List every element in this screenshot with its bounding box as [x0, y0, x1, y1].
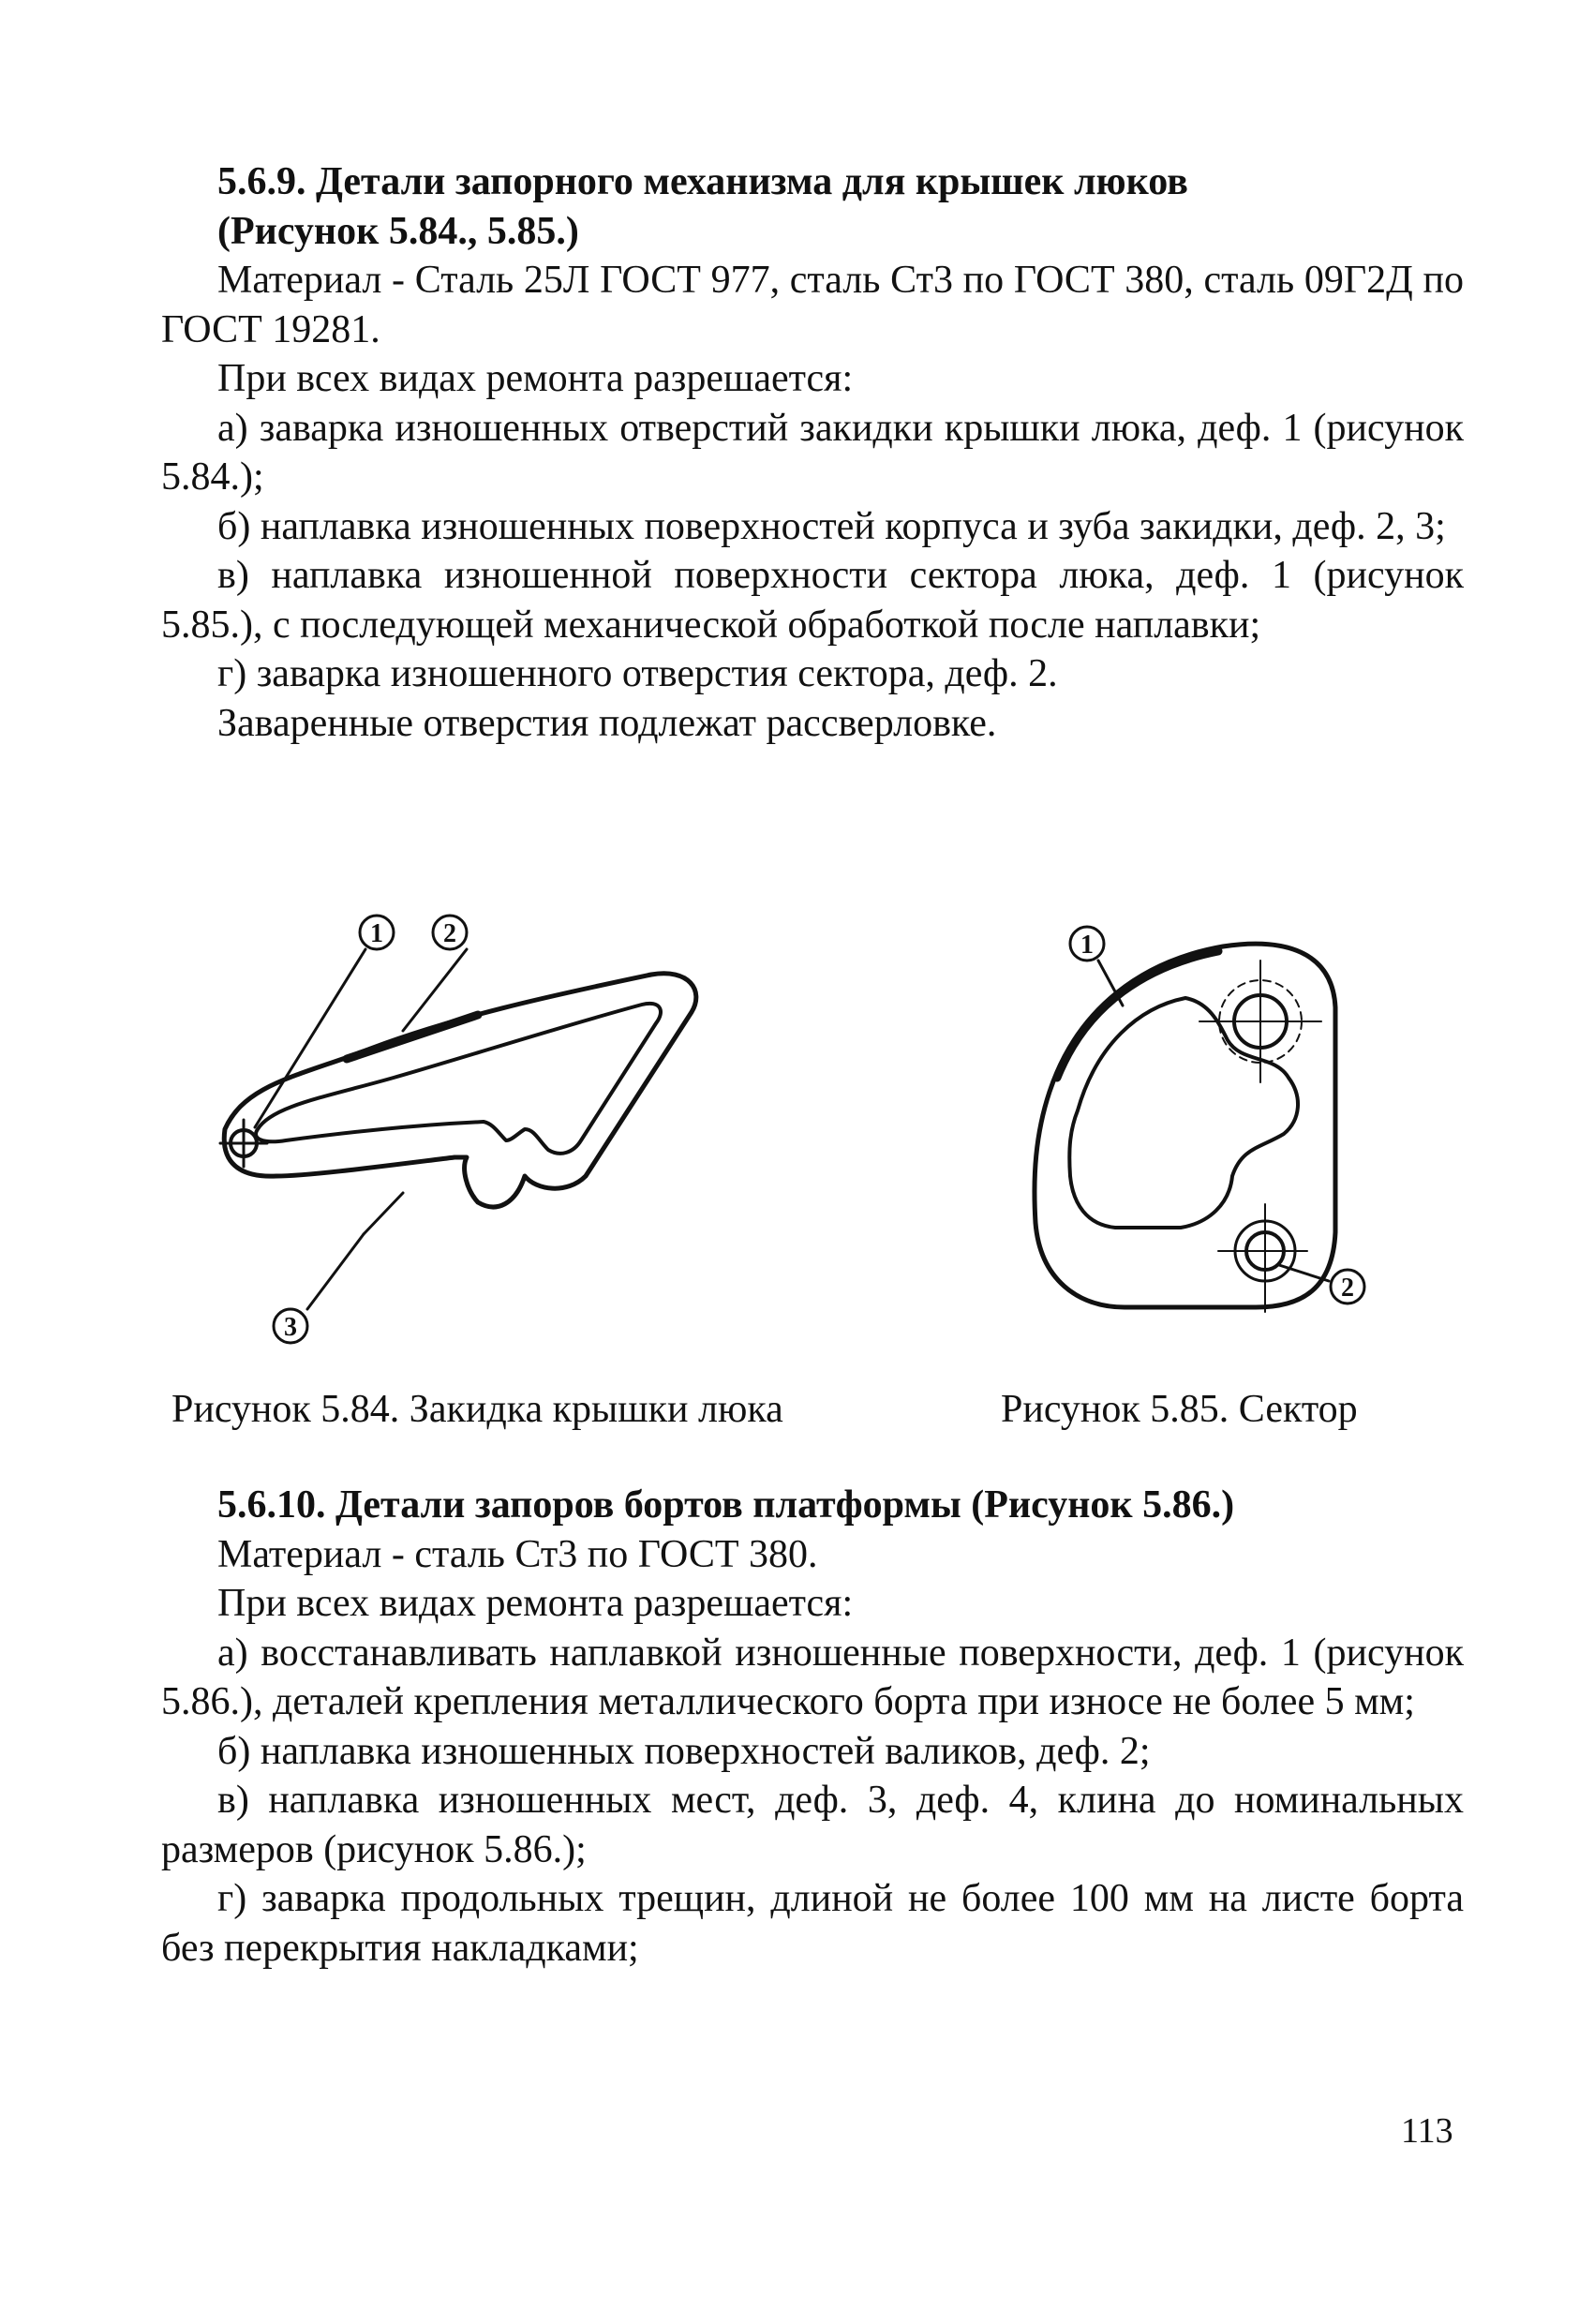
section-heading-figure-ref: (Рисунок 5.84., 5.85.) — [217, 209, 579, 253]
defect-2-worn-edge — [347, 1015, 478, 1059]
leader-line-3b — [364, 1193, 403, 1234]
figure-5-85-drawing — [984, 895, 1415, 1382]
figure-5-84-caption: Рисунок 5.84. Закидка крышки люка — [171, 1388, 783, 1431]
figure-5-84-drawing — [169, 895, 918, 1382]
closing-paragraph: Заваренные отверстия подлежат рассверловке. — [217, 701, 997, 745]
list-item: а) восстанавливать наплавкой изношенные поверхности, деф. 1 (рисунок 5.86.), деталей крепления металлического борта при износе не более 5 мм; — [161, 1631, 1464, 1723]
leader-line-3 — [307, 1234, 364, 1309]
sector-drawing — [984, 895, 1415, 1382]
material-paragraph: Материал - Сталь 25Л ГОСТ 977, сталь Ст3 по ГОСТ 380, сталь 09Г2Д по ГОСТ 19281. — [161, 259, 1464, 351]
figure-5-85-caption: Рисунок 5.85. Сектор — [1001, 1388, 1358, 1431]
defect-1-worn-edge — [1057, 951, 1218, 1078]
callout-1-label: 1 — [1080, 931, 1094, 960]
list-item: б) наплавка изношенных поверхностей валиков, деф. 2; — [217, 1729, 1151, 1773]
section-heading: 5.6.9. Детали запорного механизма для крышек люков — [217, 160, 1188, 203]
intro-paragraph: При всех видах ремонта разрешается: — [217, 357, 854, 400]
section-5-6-9 — [161, 157, 1464, 748]
section-heading: 5.6.10. Детали запоров бортов платформы (Рисунок 5.86.) — [217, 1483, 1235, 1527]
list-item: а) заварка изношенных отверстий закидки крышки люка, деф. 1 (рисунок 5.84.); — [161, 406, 1464, 499]
list-item: б) наплавка изношенных поверхностей корпуса и зуба закидки, деф. 2, 3; — [217, 504, 1446, 548]
figures-row — [0, 895, 1594, 1382]
callout-3-label: 3 — [284, 1313, 297, 1342]
sector-inner-contour — [1069, 998, 1298, 1228]
callout-2-label: 2 — [443, 919, 456, 948]
material-paragraph: Материал - сталь Ст3 по ГОСТ 380. — [217, 1532, 818, 1576]
section-5-6-10 — [161, 1481, 1464, 1973]
list-item: г) заварка изношенного отверстия сектора, деф. 2. — [217, 652, 1058, 695]
callout-2-label: 2 — [1341, 1274, 1354, 1303]
page-number: 113 — [1401, 2111, 1453, 2151]
list-item: в) наплавка изношенных мест, деф. 3, деф. 4, клина до номинальных размеров (рисунок 5.86.); — [161, 1779, 1464, 1871]
callout-1-label: 1 — [370, 919, 383, 948]
intro-paragraph: При всех видах ремонта разрешается: — [217, 1582, 854, 1625]
list-item: в) наплавка изношенной поверхности сектора люка, деф. 1 (рисунок 5.85.), с последующей механической обработкой после наплавки; — [161, 554, 1464, 647]
latch-drawing — [169, 895, 918, 1382]
list-item: г) заварка продольных трещин, длиной не более 100 мм на листе борта без перекрытия накладками; — [161, 1877, 1464, 1970]
